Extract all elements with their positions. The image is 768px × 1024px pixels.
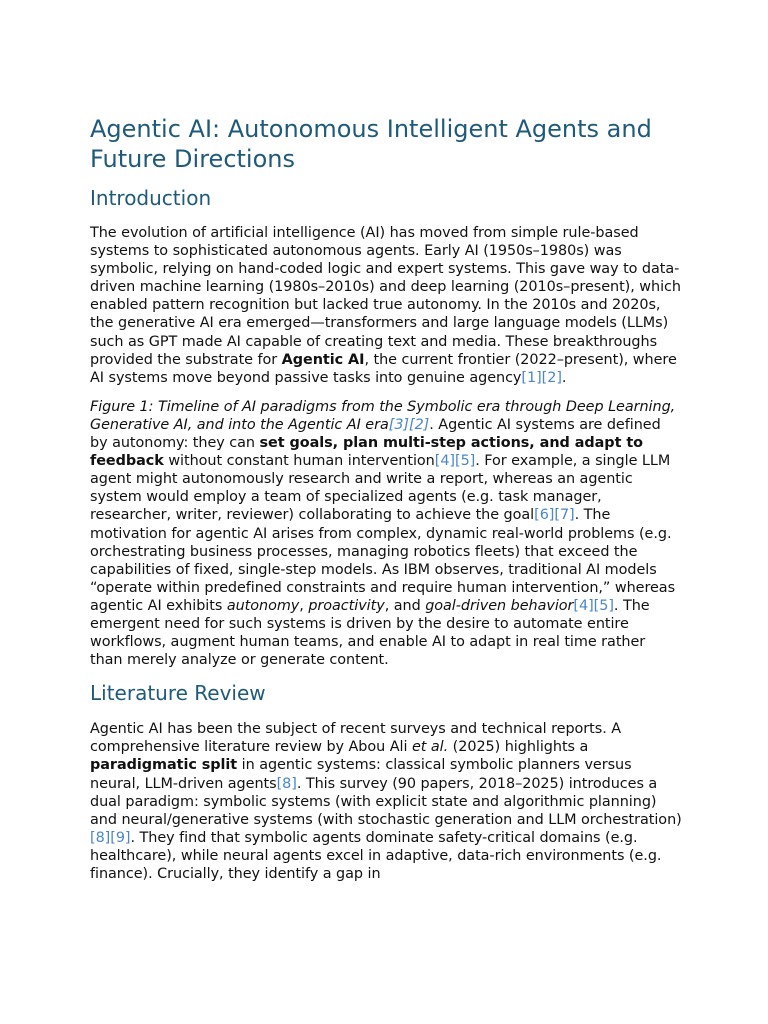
citation-link[interactable]: [4] [434, 453, 455, 470]
bold-term: Agentic AI [281, 351, 365, 368]
figure-caption: Figure 1: Timeline of AI paradigms from the Symbolic era through Deep Learning, Generative AI, and into the Agentic AI era [90, 398, 676, 433]
bold-term: paradigmatic split [90, 757, 238, 774]
text-span: in agentic systems: classical symbolic planners versus neural, LLM-driven agents [90, 757, 632, 792]
citation-link[interactable]: [9] [110, 829, 131, 846]
citation-link[interactable]: [3] [388, 416, 409, 433]
text-span: (2025) highlights a [448, 739, 589, 756]
text-span: , and [384, 597, 426, 614]
text-span: , the current frontier (2022–present), where AI systems move beyond passive tasks into genuine agency [90, 351, 677, 386]
text-span: The evolution of artificial intelligence (AI) has moved from simple rule-based systems to sophisticated autonomous agents. Early AI (1950s–1980s) was symbolic, relying on hand-coded logic and expert systems. This gave way to data-driven machine learning (1980s–2010s) and deep learning (2010s–present), which enabled pattern recognition but lacked true autonomy. In the 2010s and 2020s, the generative AI era emerged—transformers and large language models (LLMs) such as GPT made AI capable of creating text and media. These breakthroughs provided the substrate for [90, 225, 681, 368]
text-span: . Agentic AI systems are defined by autonomy: they can [90, 416, 661, 452]
text-span: . The motivation for agentic AI arises from complex, dynamic real-world problems (e.g. orchestrating business processes, managing robotics fleets) that exceed the capabilities of fixed, single-step models. As IBM observes, traditional AI models “operate within predefined constraints and require human intervention,” whereas agentic AI exhibits [90, 507, 676, 614]
text-span: . They find that symbolic agents dominate safety-critical domains (e.g. healthcare), while neural agents excel in adaptive, data-rich environments (e.g. finance). Crucially, they identify a gap in [90, 829, 662, 882]
bold-term: set goals, plan multi-step actions, and adapt to feedback [90, 435, 644, 470]
citation-link[interactable]: [1] [521, 369, 542, 386]
intro-paragraph-1 [90, 224, 682, 387]
text-span: . The emergent need for such systems is driven by the desire to automate entire workflows, augment human teams, and enable AI to adapt in real time rather than merely analyze or generate content. [90, 597, 650, 669]
text-span: , [299, 597, 309, 614]
section-heading-introduction: Introduction [90, 186, 212, 210]
text-span: . This survey (90 papers, 2018–2025) introduces a dual paradigm: symbolic systems (with explicit state and algorithmic planning) and neural/generative systems (with stochastic generation and LLM orchestration) [90, 775, 682, 828]
text-span: . [561, 369, 567, 386]
text-span: Agentic AI has been the subject of recent surveys and technical reports. A comprehensive literature review by Abou Ali [90, 721, 622, 756]
italic-term: autonomy [226, 597, 300, 614]
italic-term: goal-driven behavior [425, 597, 574, 614]
citation-link[interactable]: [8] [276, 775, 297, 792]
italic-term: et al. [411, 739, 449, 756]
citation-link[interactable]: [5] [593, 597, 614, 614]
document-page [90, 114, 682, 883]
citation-link[interactable]: [2] [541, 369, 562, 386]
text-span: without constant human intervention [163, 453, 435, 470]
intro-paragraph-2 [90, 398, 682, 669]
text-span: . For example, a single LLM agent might autonomously research and write a report, whereas an agentic system would employ a team of specialized agents (e.g. task manager, researcher, writer, reviewer) collaborating to achieve the goal [90, 453, 671, 524]
italic-term: proactivity [308, 597, 385, 614]
citation-link[interactable]: [2] [409, 416, 430, 433]
citation-link[interactable]: [6] [534, 507, 555, 524]
section-heading-literature-review: Literature Review [90, 681, 266, 706]
document-title: Agentic AI: Autonomous Intelligent Agents and Future Directions [90, 115, 652, 173]
citation-link[interactable]: [4] [573, 597, 594, 614]
literature-paragraph-1 [90, 720, 682, 883]
citation-link[interactable]: [8] [90, 829, 111, 846]
citation-link[interactable]: [7] [554, 507, 575, 524]
citation-link[interactable]: [5] [455, 453, 476, 470]
